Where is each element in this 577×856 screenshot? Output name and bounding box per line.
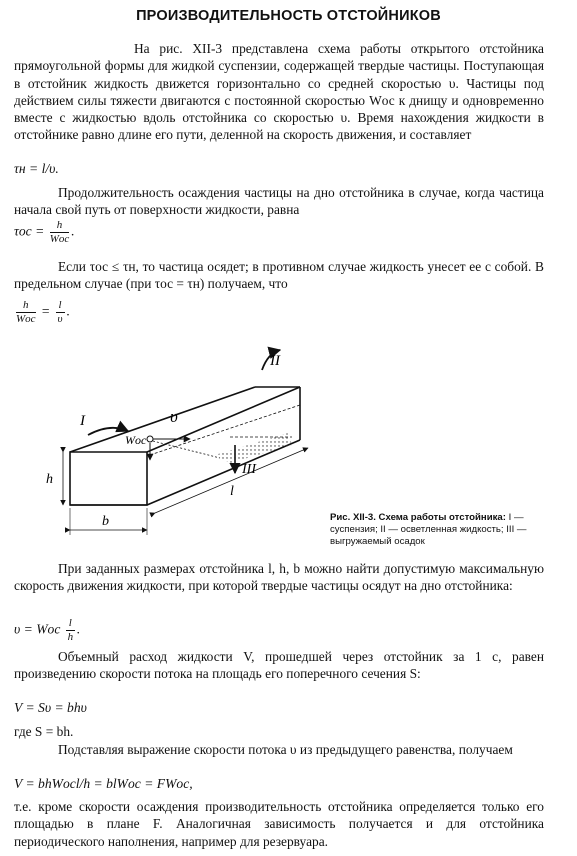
formula-end: . (76, 621, 81, 637)
caption-text: I — суспензия; II — осветленная жидкость; III — выгружаемый осадок (330, 512, 527, 547)
formula-flow-rate: V = Sυ = bhυ (14, 700, 87, 715)
formula-end: . (71, 223, 75, 239)
settling-tank-figure (30, 345, 330, 550)
fraction-denominator: υ (57, 313, 63, 325)
paragraph-where: где S = bh. (14, 724, 74, 739)
label-III: III (242, 462, 256, 477)
label-I: I (80, 413, 85, 429)
paragraph-max-velocity: При заданных размерах отстойника l, h, b можно найти допустимую максимальную скорость движения жидкости, при которой твердые частицы осядут на дно отстойника: (14, 561, 544, 594)
fraction-denominator: Wос (16, 313, 36, 325)
paragraph-conclusion: т.е. кроме скорости осаждения производительность отстойника определяется только его площадью в плане F. Аналогичная зависимость получается и для отстойника периодического наполнения, например для резервуара. (14, 799, 544, 849)
fraction-numerator: l (66, 617, 75, 631)
formula-settling-time (14, 219, 75, 246)
paragraph-intro: На рис. XII-3 представлена схема работы открытого отстойника прямоугольной формы для жидкой суспензии, содержащей твердые частицы. Поступающая в отстойник жидкость движется горизонтально со средней скоростью υ. Частицы под действием силы тяжести двигаются с постоянной скоростью Wос к днищу и одновременно вместе с жидкостью вдоль отстойника со скоростью υ. Время нахождения жидкости в отстойнике равно длине его пути, деленной на скорость движения, и составляет (14, 41, 544, 143)
label-b: b (102, 514, 109, 529)
caption-title: Рис. XII-3. Схема работы отстойника: (330, 512, 506, 523)
paragraph-settling-duration: Продолжительность осаждения частицы на дно отстойника в случае, когда частица начала свой путь от поверхности жидкости, равна (14, 185, 544, 218)
fraction (66, 617, 75, 644)
paragraph-condition: Если τос ≤ τн, то частица осядет; в противном случае жидкость унесет ее с собой. В предельном случае (при τос = τн) получаем, что (14, 259, 544, 292)
paragraph-substitution: Подставляя выражение скорости потока υ из предыдущего равенства, получаем (58, 742, 513, 757)
fraction-numerator: h (16, 299, 36, 313)
fraction (50, 219, 70, 246)
formula-end: . (66, 303, 71, 319)
fraction-numerator: l (56, 299, 65, 313)
page-title: ПРОИЗВОДИТЕЛЬНОСТЬ ОТСТОЙНИКОВ (136, 8, 441, 24)
fraction-left (16, 299, 36, 326)
formula-lhs: υ = Wос (14, 621, 61, 637)
figure-caption (330, 512, 560, 548)
fraction-right (56, 299, 65, 326)
label-w-os: Wос (125, 433, 147, 447)
formula-limit-case (14, 299, 70, 326)
fraction-denominator: h (67, 631, 74, 643)
fraction-numerator: h (50, 219, 70, 233)
label-II: II (270, 353, 280, 369)
sediment-area (215, 433, 292, 463)
formula-residence-time: τн = l/υ. (14, 161, 59, 176)
label-l: l (230, 484, 234, 499)
formula-lhs: τос = (14, 223, 45, 239)
label-h: h (46, 472, 53, 487)
paragraph-volume-flow: Объемный расход жидкости V, прошедшей через отстойник за 1 с, равен произведению скорости потока на площадь его поперечного сечения S: (14, 649, 544, 682)
formula-velocity (14, 617, 80, 644)
equals-sign: = (40, 303, 51, 319)
fraction-denominator: Wос (49, 233, 70, 245)
label-velocity: υ (170, 407, 178, 426)
formula-capacity: V = bhWосl/h = blWос = FWос, (14, 776, 193, 791)
